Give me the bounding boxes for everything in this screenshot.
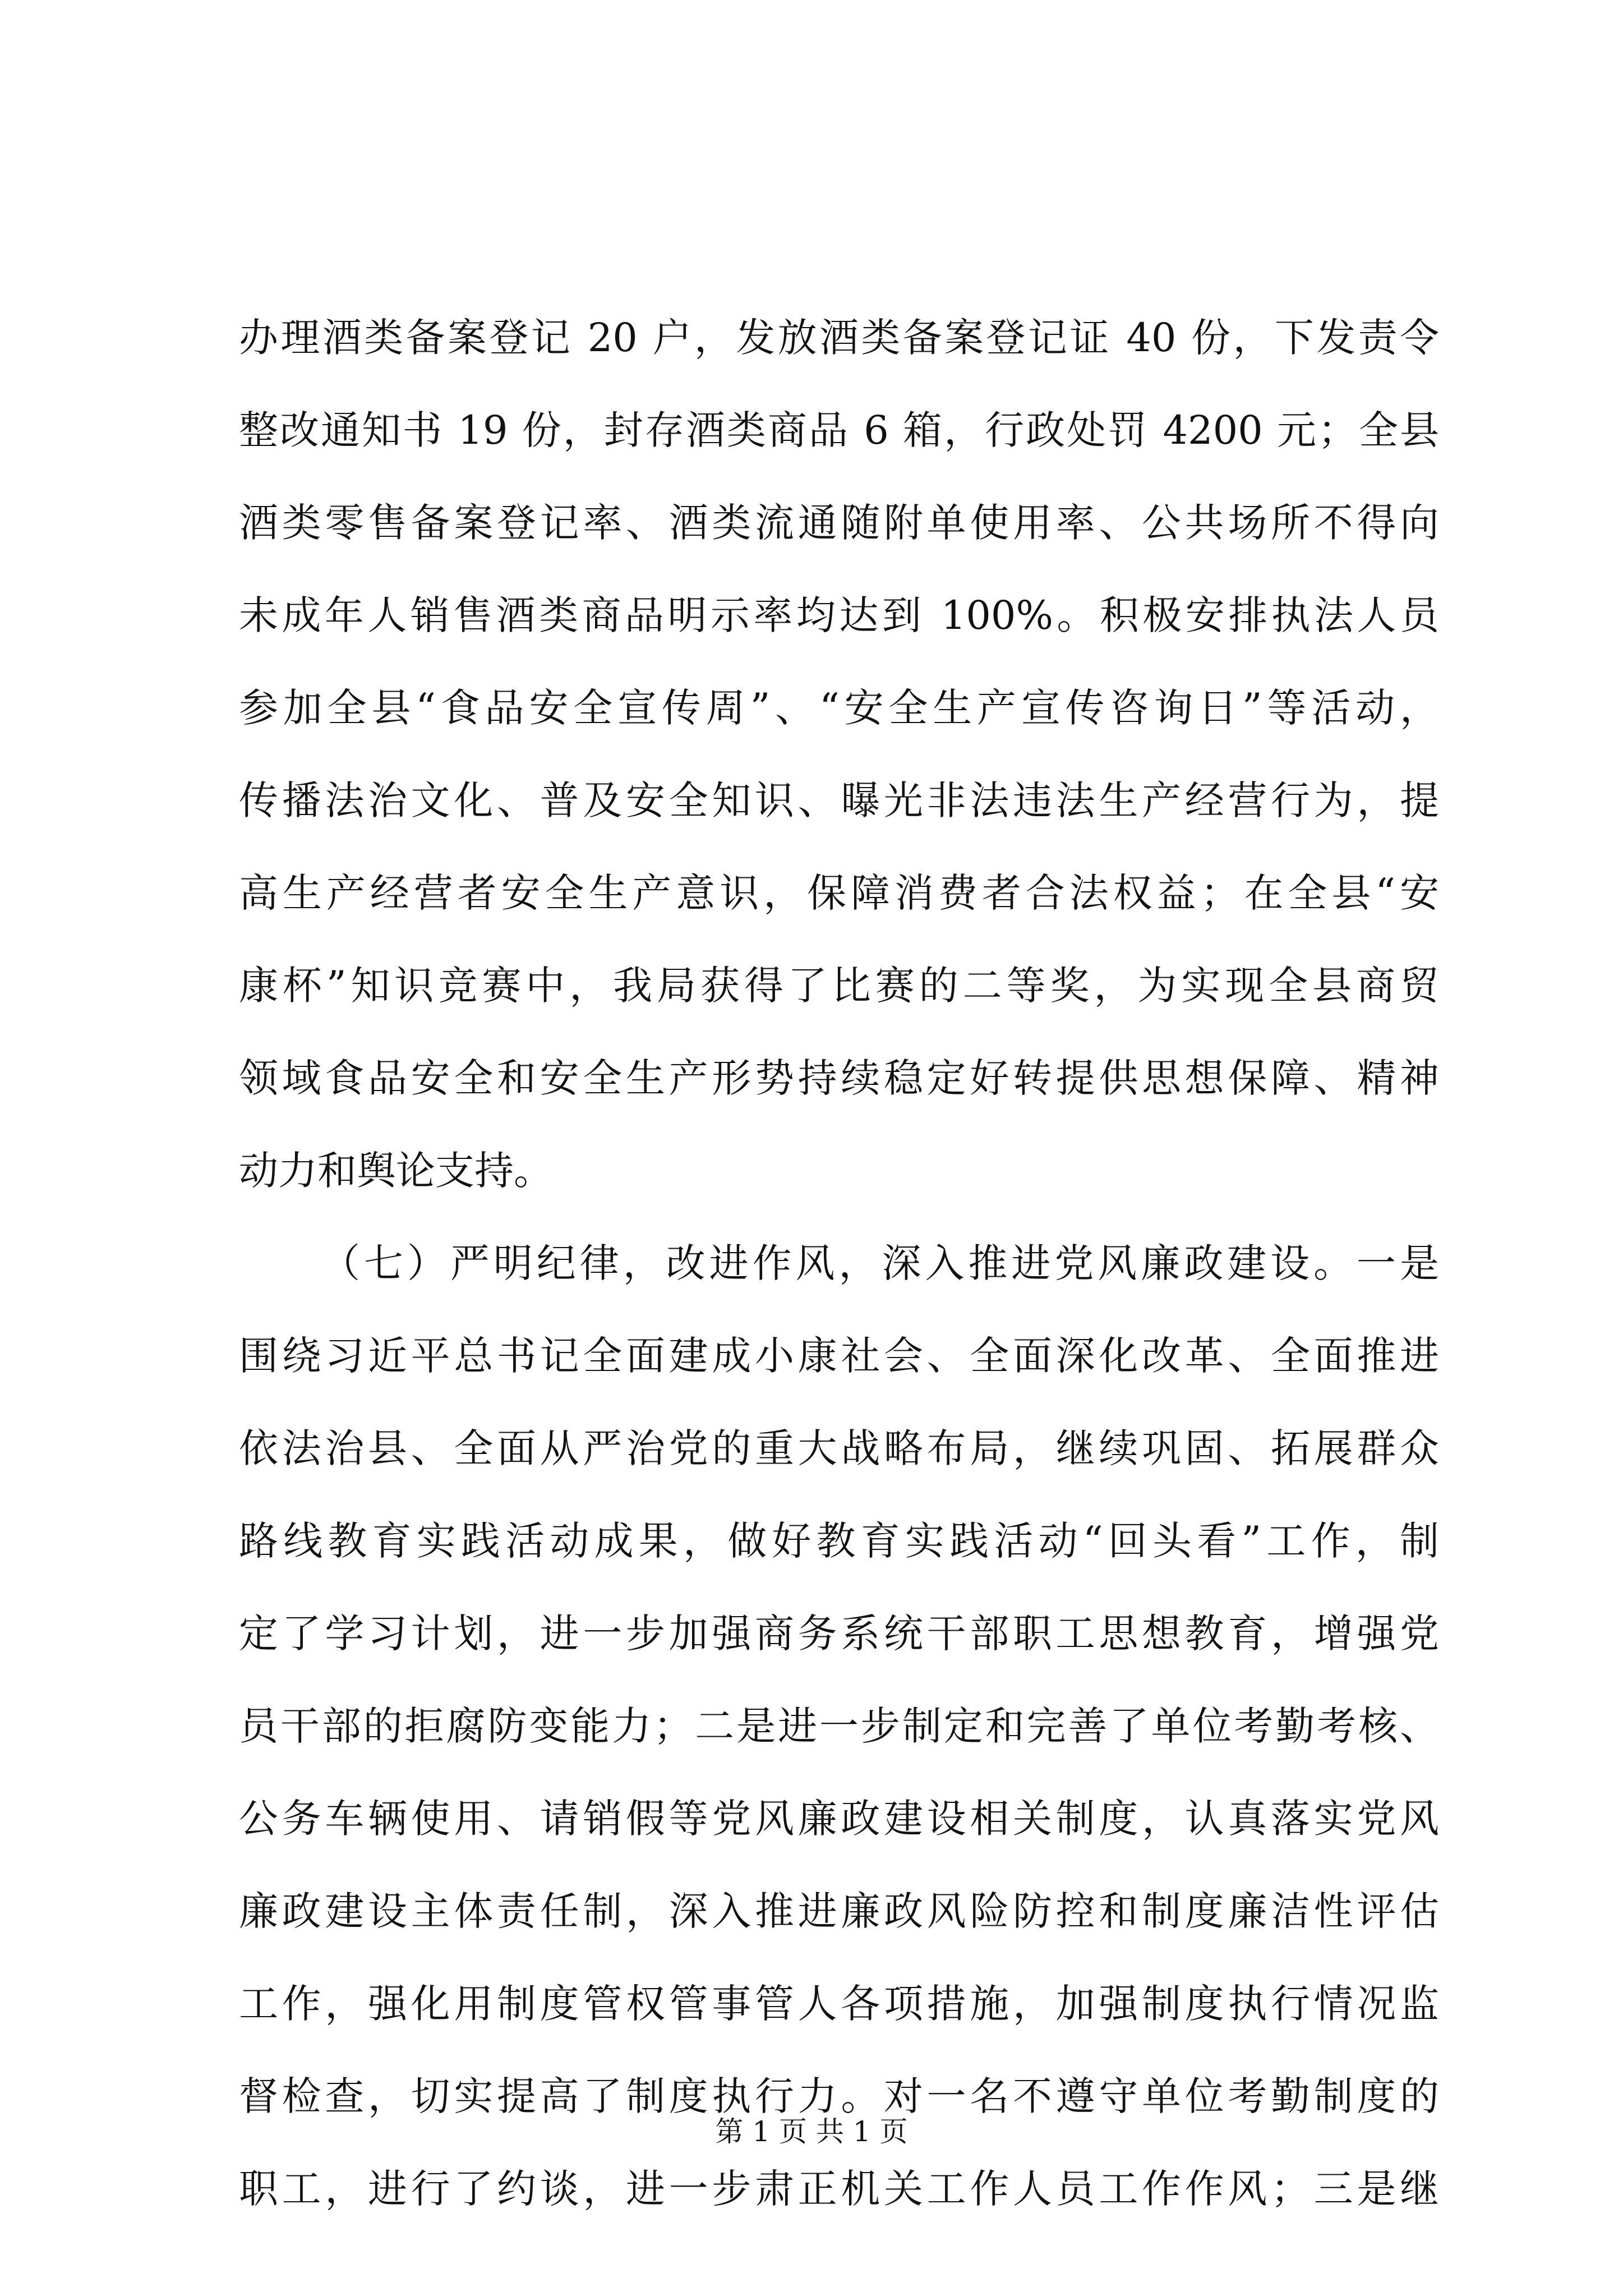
- text-line: 传播法治文化、普及安全知识、曝光非法违法生产经营行为，提: [239, 777, 1439, 823]
- document-body: [239, 292, 1439, 2235]
- text-line: 定了学习计划，进一步加强商务系统干部职工思想教育，增强党: [239, 1611, 1439, 1657]
- page-footer: [0, 2109, 1623, 2150]
- text-line: 依法治县、全面从严治党的重大战略布局，继续巩固、拓展群众: [239, 1425, 1439, 1471]
- text-line: 围绕习近平总书记全面建成小康社会、全面深化改革、全面推进: [239, 1333, 1439, 1379]
- text-line: 办理酒类备案登记 20 户，发放酒类备案登记证 40 份，下发责令: [239, 315, 1439, 361]
- text-line: 未成年人销售酒类商品明示率均达到 100%。积极安排执法人员: [239, 592, 1439, 638]
- text-line: 领域食品安全和安全生产形势持续稳定好转提供思想保障、精神: [239, 1055, 1439, 1101]
- text-line: 高生产经营者安全生产意识，保障消费者合法权益；在全县“安: [239, 870, 1439, 916]
- text-line: 路线教育实践活动成果，做好教育实践活动“回头看”工作，制: [239, 1518, 1439, 1564]
- text-line: 动力和舆论支持。: [239, 1148, 553, 1194]
- text-line: 酒类零售备案登记率、酒类流通随附单使用率、公共场所不得向: [239, 500, 1439, 546]
- text-line: 廉政建设主体责任制，深入推进廉政风险防控和制度廉洁性评估: [239, 1888, 1439, 1934]
- text-line: 公务车辆使用、请销假等党风廉政建设相关制度，认真落实党风: [239, 1796, 1439, 1842]
- text-line: 员干部的拒腐防变能力；二是进一步制定和完善了单位考勤考核、: [239, 1703, 1439, 1749]
- text-line: 督检查，切实提高了制度执行力。对一名不遵守单位考勤制度的: [239, 2073, 1439, 2119]
- section-heading-line: （七）严明纪律，改进作风，深入推进党风廉政建设。一是: [321, 1240, 1439, 1286]
- text-line: 参加全县“食品安全宣传周”、“安全生产宣传咨询日”等活动，: [239, 685, 1439, 731]
- text-line: 整改通知书 19 份，封存酒类商品 6 箱，行政处罚 4200 元；全县: [239, 407, 1439, 453]
- text-line: 工作，强化用制度管权管事管人各项措施，加强制度执行情况监: [239, 1981, 1439, 2027]
- page-number: 第 1 页 共 1 页: [715, 2115, 908, 2148]
- text-line: 康杯”知识竞赛中，我局获得了比赛的二等奖，为实现全县商贸: [239, 963, 1439, 1009]
- text-line: 职工，进行了约谈，进一步肃正机关工作人员工作作风；三是继: [239, 2166, 1439, 2212]
